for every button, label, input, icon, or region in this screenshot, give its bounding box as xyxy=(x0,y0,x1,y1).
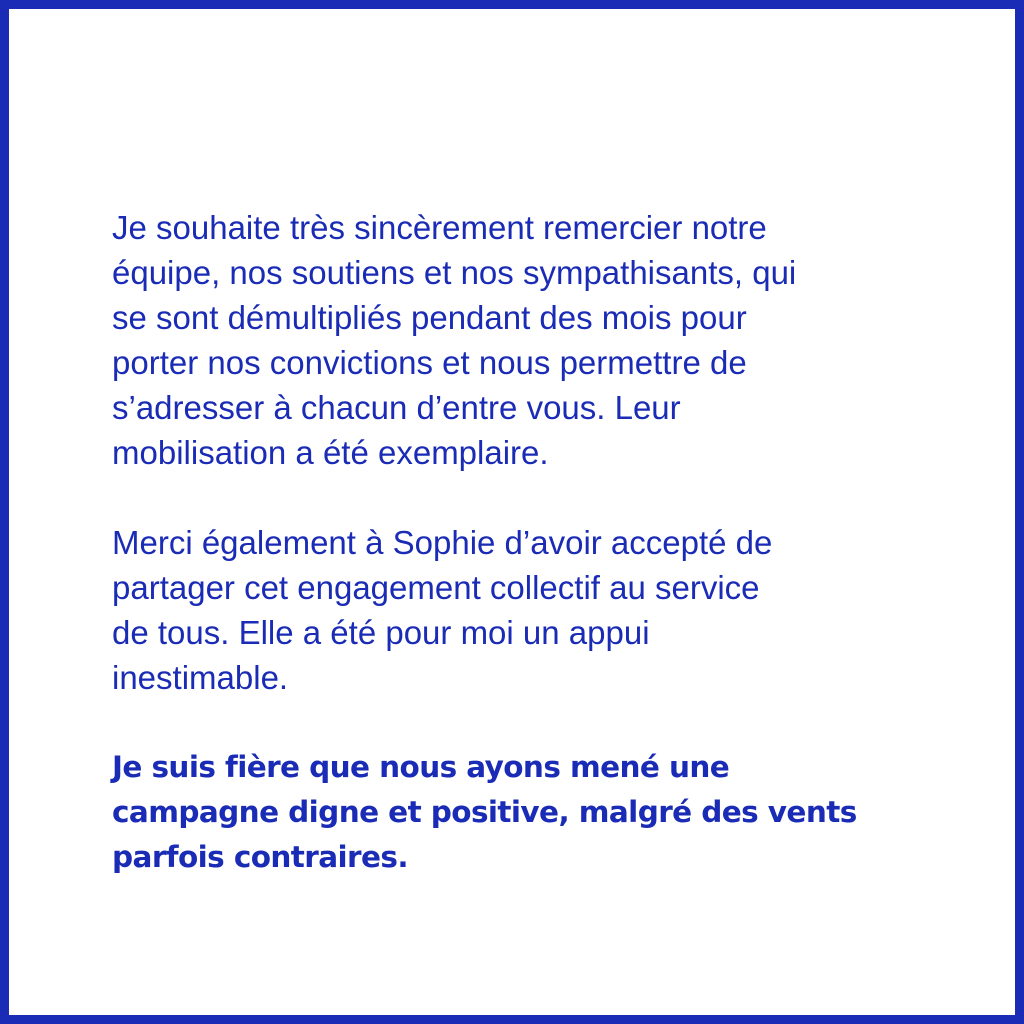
text-line: campagne digne et positive, malgré des vents xyxy=(112,795,857,829)
text-line: porter nos convictions et nous permettre de xyxy=(112,344,747,381)
paragraph-thanks-team xyxy=(112,205,942,475)
text-line: de tous. Elle a été pour moi un appui xyxy=(112,614,650,651)
text-line: partager cet engagement collectif au service xyxy=(112,569,760,606)
paragraph-spacer xyxy=(112,475,942,520)
text-line: Je suis fière que nous ayons mené une xyxy=(112,750,730,784)
text-line: s’adresser à chacun d’entre vous. Leur xyxy=(112,389,681,426)
text-line: parfois contraires. xyxy=(112,840,408,874)
paragraph-thanks-sophie xyxy=(112,520,942,700)
text-line: mobilisation a été exemplaire. xyxy=(112,434,549,471)
text-line: Merci également à Sophie d’avoir accepté de xyxy=(112,524,773,561)
text-line: inestimable. xyxy=(112,659,289,696)
text-line: Je souhaite très sincèrement remercier notre xyxy=(112,209,767,246)
paragraph-conclusion-bold xyxy=(112,745,942,880)
message-text xyxy=(112,205,942,880)
text-line: se sont démultipliés pendant des mois pour xyxy=(112,299,747,336)
paragraph-spacer xyxy=(112,700,942,745)
text-line: équipe, nos soutiens et nos sympathisants, qui xyxy=(112,254,797,291)
